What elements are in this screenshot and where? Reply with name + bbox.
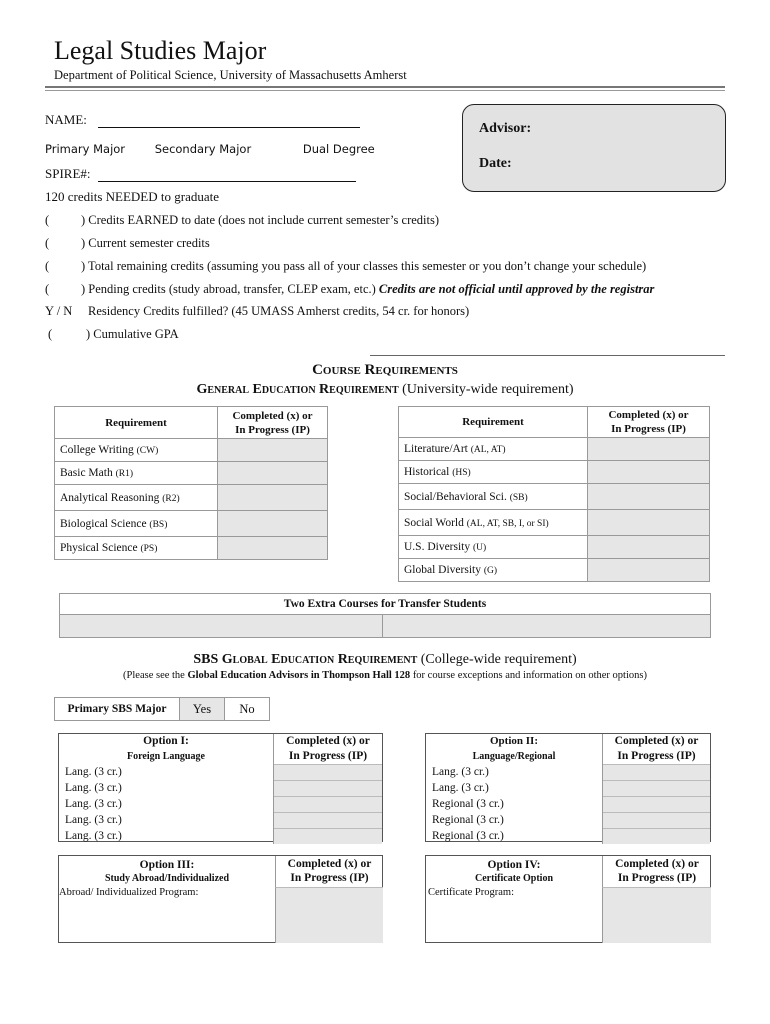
option-3-box — [58, 855, 383, 943]
gen-ed-table-left — [54, 406, 328, 560]
option-3-field-label: Abroad/ Individualized Program: — [59, 887, 199, 898]
option-3-title: Option III: — [139, 859, 195, 871]
credit-line-residency: Y / N Residency Credits fulfilled? (45 UMASS Amherst credits, 54 cr. for honors) — [45, 304, 470, 318]
department-subtitle: Department of Political Science, University of Massachusetts Amherst — [54, 68, 407, 82]
name-label: NAME: — [45, 112, 87, 127]
primary-sbs-no[interactable]: No — [225, 698, 270, 721]
advisor-box — [462, 104, 726, 192]
primary-sbs-table — [54, 697, 270, 721]
list-item: Regional (3 cr.) — [426, 797, 710, 813]
table-row: Physical Science (PS) — [55, 537, 328, 560]
option-1-completed: Completed (x) or In Progress (IP) — [274, 734, 383, 765]
completed-cell[interactable] — [588, 536, 710, 559]
option-1-box — [58, 733, 383, 842]
completed-cell[interactable] — [588, 559, 710, 582]
advisor-label[interactable]: Advisor: — [479, 121, 532, 136]
section-divider — [370, 355, 725, 356]
spire-label: SPIRE#: — [45, 166, 91, 181]
primary-sbs-label: Primary SBS Major — [55, 698, 180, 721]
col-completed: Completed (x) or In Progress (IP) — [588, 407, 710, 438]
option-4-box — [425, 855, 711, 943]
credit-line-gpa: ( ) Cumulative GPA — [48, 327, 179, 341]
transfer-heading: Two Extra Courses for Transfer Students — [60, 594, 711, 615]
registrar-note: Credits are not official until approved by the registrar — [378, 282, 655, 296]
option-1-title: Option I: — [143, 735, 189, 748]
major-type-secondary[interactable]: Secondary Major — [154, 142, 252, 156]
list-item: Lang. (3 cr.) — [59, 813, 382, 829]
completed-cell[interactable] — [218, 462, 328, 485]
table-row: Social World (AL, AT, SB, I, or SI) — [399, 510, 710, 536]
option-3-subtitle: Study Abroad/Individualized — [104, 873, 230, 884]
course-requirements-heading: Course Requirements — [312, 362, 458, 378]
list-item: Lang. (3 cr.) — [59, 765, 382, 781]
list-item: Regional (3 cr.) — [426, 829, 710, 845]
credit-line-remaining: ( ) Total remaining credits (assuming you pass all of your classes this semester or you don’t change your schedule) — [45, 259, 647, 273]
major-type-row — [45, 142, 375, 156]
option-4-field-label: Certificate Program: — [428, 887, 515, 898]
col-requirement: Requirement — [399, 407, 588, 438]
transfer-course-cell[interactable] — [60, 615, 383, 638]
transfer-table — [59, 593, 711, 638]
option-3-completed-cell[interactable] — [275, 887, 383, 943]
list-item: Lang. (3 cr.) — [426, 781, 710, 797]
option-4-completed-cell[interactable] — [602, 887, 711, 943]
gen-ed-table-right — [398, 406, 710, 582]
completed-cell[interactable] — [588, 461, 710, 484]
completed-cell[interactable] — [588, 484, 710, 510]
sbs-note: (Please see the Global Education Advisors in Thompson Hall 128 for course exceptions and information on other options) — [123, 670, 647, 681]
credit-line-current: ( ) Current semester credits — [45, 236, 210, 250]
table-row: U.S. Diversity (U) — [399, 536, 710, 559]
major-type-dual[interactable]: Dual Degree — [302, 142, 375, 156]
page-title: Legal Studies Major — [54, 36, 267, 65]
col-completed: Completed (x) or In Progress (IP) — [218, 407, 328, 439]
spire-field[interactable] — [98, 169, 356, 182]
transfer-course-cell[interactable] — [383, 615, 711, 638]
completed-cell[interactable] — [588, 510, 710, 536]
primary-sbs-yes[interactable]: Yes — [180, 698, 225, 721]
completed-cell[interactable] — [588, 438, 710, 461]
spire-row — [45, 166, 356, 182]
header-divider-thin — [45, 90, 725, 91]
name-row — [45, 112, 360, 128]
sbs-heading: SBS Global Education Requirement (College-wide requirement) — [193, 652, 577, 667]
header-divider — [45, 86, 725, 88]
option-1-subtitle: Foreign Language — [127, 751, 205, 763]
table-row: Biological Science (BS) — [55, 511, 328, 537]
option-2-title: Option II: — [490, 735, 538, 748]
major-type-primary[interactable]: Primary Major — [45, 142, 126, 156]
list-item: Lang. (3 cr.) — [59, 797, 382, 813]
completed-cell[interactable] — [218, 537, 328, 560]
completed-cell[interactable] — [218, 511, 328, 537]
date-label[interactable]: Date: — [479, 156, 512, 171]
completed-cell[interactable] — [218, 439, 328, 462]
option-4-subtitle: Certificate Option — [474, 873, 554, 884]
gen-ed-heading: General Education Requirement (University-wide requirement) — [196, 382, 574, 397]
table-row: Analytical Reasoning (R2) — [55, 485, 328, 511]
table-row: Global Diversity (G) — [399, 559, 710, 582]
list-item: Regional (3 cr.) — [426, 813, 710, 829]
table-row: Historical (HS) — [399, 461, 710, 484]
table-row: Basic Math (R1) — [55, 462, 328, 485]
credit-line-earned: ( ) Credits EARNED to date (does not include current semester’s credits) — [45, 213, 440, 227]
option-4-completed: Completed (x) or In Progress (IP) — [602, 856, 711, 887]
col-requirement: Requirement — [55, 407, 218, 439]
list-item: Lang. (3 cr.) — [426, 765, 710, 781]
list-item: Lang. (3 cr.) — [59, 781, 382, 797]
completed-cell[interactable] — [218, 485, 328, 511]
option-2-box — [425, 733, 711, 842]
table-row: Social/Behavioral Sci. (SB) — [399, 484, 710, 510]
name-field[interactable] — [98, 115, 360, 128]
credits-needed: 120 credits NEEDED to graduate — [45, 189, 220, 204]
option-4-title: Option IV: — [487, 859, 541, 871]
list-item: Lang. (3 cr.) — [59, 829, 382, 845]
option-2-completed: Completed (x) or In Progress (IP) — [603, 734, 711, 765]
table-row: College Writing (CW) — [55, 439, 328, 462]
credit-line-pending: ( ) Pending credits (study abroad, transfer, CLEP exam, etc.) Credits are not official until approved by the registrar — [45, 282, 655, 296]
option-3-completed: Completed (x) or In Progress (IP) — [275, 856, 383, 887]
table-row: Literature/Art (AL, AT) — [399, 438, 710, 461]
option-2-subtitle: Language/Regional — [472, 751, 556, 763]
